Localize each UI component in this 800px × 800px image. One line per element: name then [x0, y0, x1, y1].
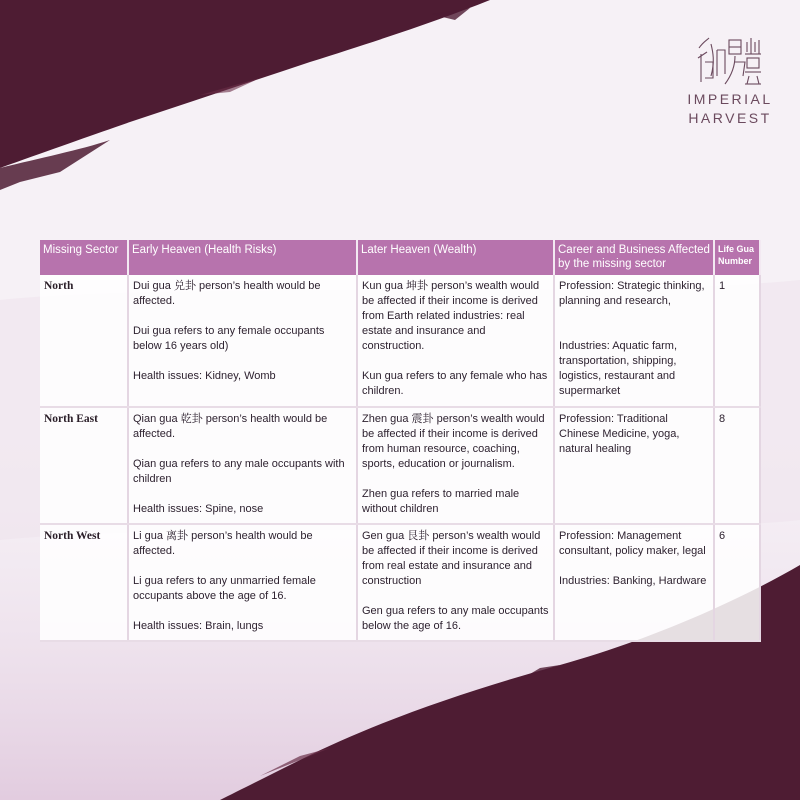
- wealth-cell: [357, 275, 554, 407]
- health-text: Health issues: Kidney, Womb: [133, 370, 276, 382]
- wealth-text: Zhen gua refers to married male without children: [362, 488, 520, 515]
- health-text: Dui gua refers to any female occupants below 16 years old): [133, 325, 325, 352]
- health-text: Li gua 离卦 person’s health would be affected.: [133, 530, 313, 557]
- health-text: Health issues: Brain, lungs: [133, 620, 264, 632]
- wealth-cell: [357, 524, 554, 641]
- gua-number-cell: 1: [714, 275, 760, 407]
- logo-text-line2: HARVEST: [688, 110, 772, 126]
- table-row: [40, 524, 760, 641]
- health-text: Qian gua 乾卦 person’s health would be affected.: [133, 413, 328, 440]
- imperial-harvest-logo: [680, 32, 780, 128]
- health-text: Qian gua refers to any male occupants with children: [133, 458, 345, 485]
- wealth-text: Gen gua refers to any male occupants below the age of 16.: [362, 605, 549, 632]
- health-text: Dui gua 兑卦 person’s health would be affected.: [133, 280, 321, 307]
- table-row: [40, 407, 760, 524]
- gua-number-cell: 8: [714, 407, 760, 524]
- health-cell: [128, 275, 357, 407]
- kua-sector-table: [40, 240, 760, 642]
- table-row: [40, 275, 760, 407]
- wealth-cell: [357, 407, 554, 524]
- career-text: Industries: Aquatic farm, transportation, shipping, logistics, restaurant and supermarket: [559, 340, 677, 397]
- career-text: Profession: Traditional Chinese Medicine, yoga, natural healing: [559, 413, 680, 455]
- logo-text-line1: IMPERIAL: [687, 91, 773, 107]
- missing-sector-table: [40, 240, 761, 642]
- gua-number-cell: 6: [714, 524, 760, 641]
- career-text: Profession: Management consultant, policy maker, legal: [559, 530, 706, 557]
- header-career-business: Career and Business Affected by the missing sector: [554, 240, 714, 275]
- health-cell: [128, 524, 357, 641]
- sector-cell: North East: [40, 407, 128, 524]
- health-cell: [128, 407, 357, 524]
- header-early-heaven: Early Heaven (Health Risks): [128, 240, 357, 275]
- health-text: Health issues: Spine, nose: [133, 503, 264, 515]
- wealth-text: Kun gua refers to any female who has children.: [362, 370, 548, 397]
- logo-seal-icon: [695, 32, 765, 90]
- header-life-gua-number: Life Gua Number: [714, 240, 760, 275]
- wealth-text: Gen gua 艮卦 person’s wealth would be affected if their income is derived from real estate and insurance and construction: [362, 530, 541, 587]
- career-cell: [554, 524, 714, 641]
- health-text: Li gua refers to any unmarried female occupants above the age of 16.: [133, 575, 316, 602]
- header-later-heaven: Later Heaven (Wealth): [357, 240, 554, 275]
- career-text: Profession: Strategic thinking, planning and research,: [559, 280, 705, 307]
- career-cell: [554, 407, 714, 524]
- table-header-row: [40, 240, 760, 275]
- wealth-text: Zhen gua 震卦 person’s wealth would be affected if their income is derived from human resource, coaching, sports, education or journalism.: [362, 413, 545, 470]
- sector-cell: North West: [40, 524, 128, 641]
- sector-cell: North: [40, 275, 128, 407]
- header-missing-sector: Missing Sector: [40, 240, 128, 275]
- career-text: Industries: Banking, Hardware: [559, 575, 707, 587]
- wealth-text: Kun gua 坤卦 person’s wealth would be affected if their income is derived from Earth related industries: real estate and insurance and construction.: [362, 280, 540, 352]
- career-cell: [554, 275, 714, 407]
